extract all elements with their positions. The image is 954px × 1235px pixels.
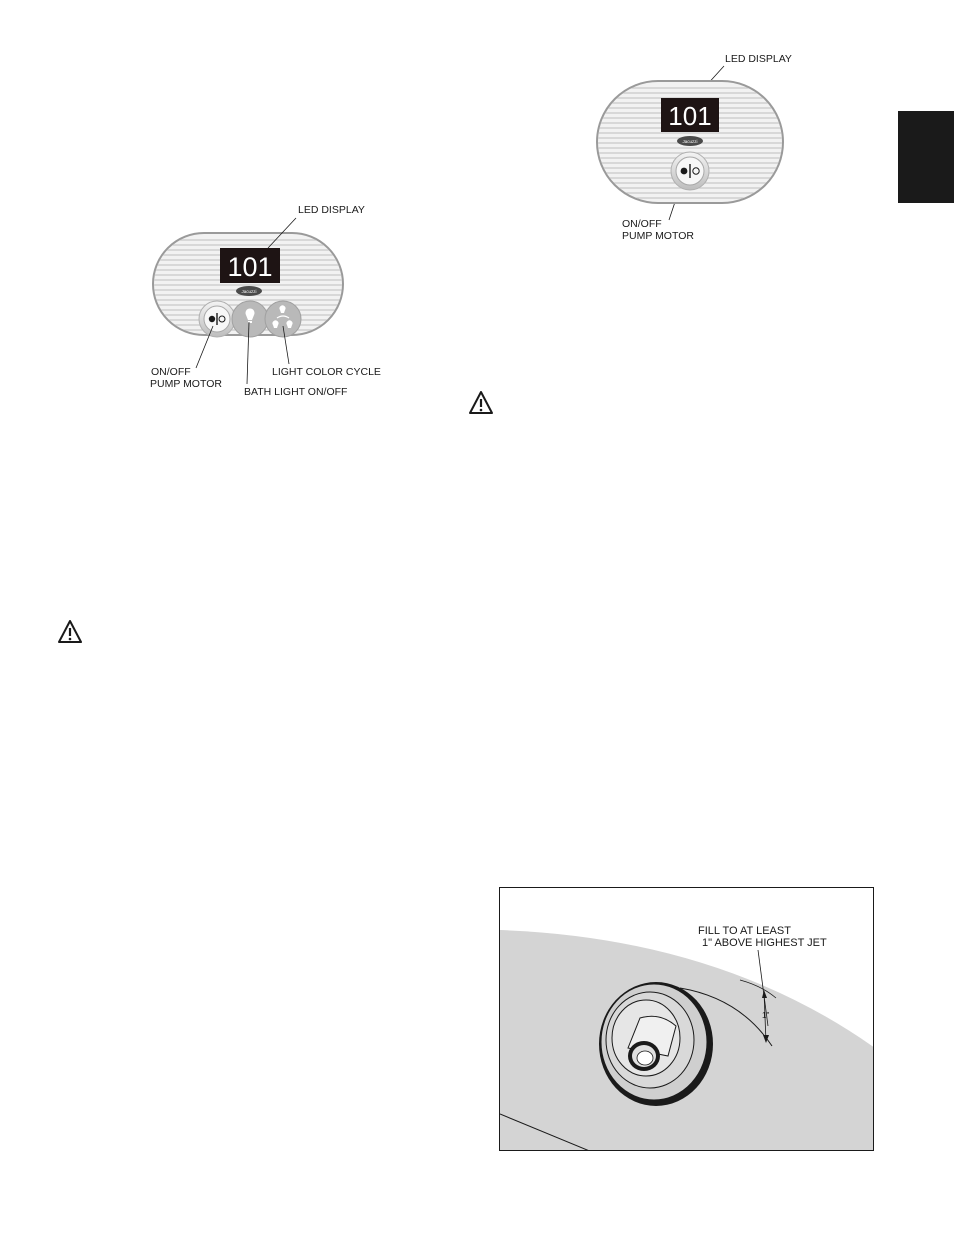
fill-label-line1: FILL TO AT LEAST [698,925,791,937]
dimension-label: 1" [762,1011,770,1020]
fill-label-line2: 1" ABOVE HIGHEST JET [702,937,827,949]
control-panel-right [594,78,790,206]
warning-triangle-icon [468,390,494,416]
pump-toggle-button[interactable] [671,152,709,190]
label-pump-motor: PUMP MOTOR [150,378,222,390]
label-led-display-right: LED DISPLAY [725,53,792,65]
warning-triangle-icon [57,619,83,645]
label-light-color-cycle: LIGHT COLOR CYCLE [272,366,381,378]
brand-badge: Jacuzzi [682,139,698,144]
tub-jet-illustration [500,888,874,1151]
jet-fitting [599,982,713,1106]
label-pump-motor-right: PUMP MOTOR [622,230,694,242]
led-display-value: 101 [227,252,273,282]
label-bath-light: BATH LIGHT ON/OFF [244,386,348,398]
label-on-off-right: ON/OFF [622,218,662,230]
brand-badge: Jacuzzi [241,289,257,294]
label-led-display: LED DISPLAY [298,204,365,216]
fill-level-figure [499,887,874,1151]
led-display-value: 101 [668,101,712,131]
label-on-off: ON/OFF [151,366,191,378]
